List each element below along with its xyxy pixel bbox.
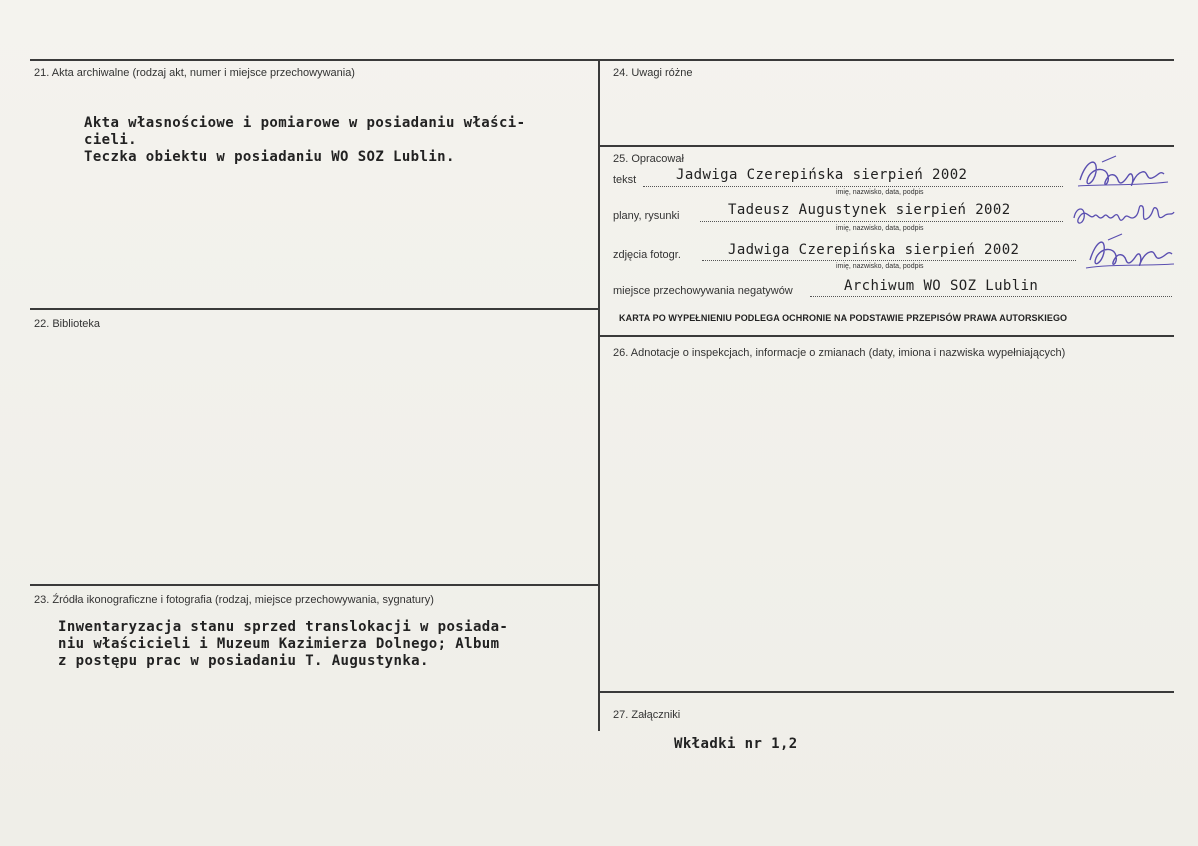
section-25-label: 25. Opracował xyxy=(613,153,684,165)
tekst-value: Jadwiga Czerepińska sierpień 2002 xyxy=(676,167,968,183)
plany-value: Tadeusz Augustynek sierpień 2002 xyxy=(728,202,1011,218)
section-21-line-3: Teczka obiektu w posiadaniu WO SOZ Lublin. xyxy=(84,149,455,165)
section-27-label: 27. Załączniki xyxy=(613,709,681,721)
signature-2 xyxy=(1068,196,1180,232)
zdjecia-caption: imię, nazwisko, data, podpis xyxy=(836,263,924,270)
plany-label: plany, rysunki xyxy=(613,210,680,222)
section-23-line-1: Inwentaryzacja stanu sprzed translokacji w posiada- xyxy=(58,619,509,635)
section-27-value: Wkładki nr 1,2 xyxy=(674,736,798,752)
section-21-label: 21. Akta archiwalne (rodzaj akt, numer i miejsce przechowywania) xyxy=(34,67,355,79)
divider-26-27 xyxy=(599,691,1174,693)
zdjecia-value: Jadwiga Czerepińska sierpień 2002 xyxy=(728,242,1020,258)
tekst-caption: imię, nazwisko, data, podpis xyxy=(836,189,924,196)
section-24-label: 24. Uwagi różne xyxy=(613,67,693,79)
negatywy-dotline xyxy=(810,296,1172,297)
section-26-label: 26. Adnotacje o inspekcjach, informacje o zmianach (daty, imiona i nazwiska wypełniających) xyxy=(613,347,1066,359)
section-23-label: 23. Źródła ikonograficzne i fotografia (rodzaj, miejsce przechowywania, sygnatury) xyxy=(34,594,434,606)
plany-dotline xyxy=(700,221,1063,222)
plany-caption: imię, nazwisko, data, podpis xyxy=(836,225,924,232)
divider-21-22 xyxy=(30,308,599,310)
negatywy-label: miejsce przechowywania negatywów xyxy=(613,285,793,297)
signature-3 xyxy=(1080,230,1180,274)
zdjecia-dotline xyxy=(702,260,1076,261)
signature-1 xyxy=(1072,150,1182,194)
section-21-line-1: Akta własnościowe i pomiarowe w posiadaniu właści- xyxy=(84,115,526,131)
section-23-line-2: niu właścicieli i Muzeum Kazimierza Dolnego; Album xyxy=(58,636,500,652)
top-border-line xyxy=(30,59,1174,61)
zdjecia-label: zdjęcia fotogr. xyxy=(613,249,681,261)
copyright-notice: KARTA PO WYPEŁNIENIU PODLEGA OCHRONIE NA PODSTAWIE PRZEPISÓW PRAWA AUTORSKIEGO xyxy=(619,313,1068,323)
tekst-label: tekst xyxy=(613,174,637,186)
negatywy-value: Archiwum WO SOZ Lublin xyxy=(844,278,1039,294)
section-23-line-3: z postępu prac w posiadaniu T. Augustynka. xyxy=(58,653,429,669)
tekst-dotline xyxy=(643,186,1063,187)
section-21-line-2: cieli. xyxy=(84,132,137,148)
divider-25-26 xyxy=(599,335,1174,337)
divider-24-25 xyxy=(599,145,1174,147)
section-22-label: 22. Biblioteka xyxy=(34,318,101,330)
center-divider xyxy=(598,59,600,731)
divider-22-23 xyxy=(30,584,599,586)
